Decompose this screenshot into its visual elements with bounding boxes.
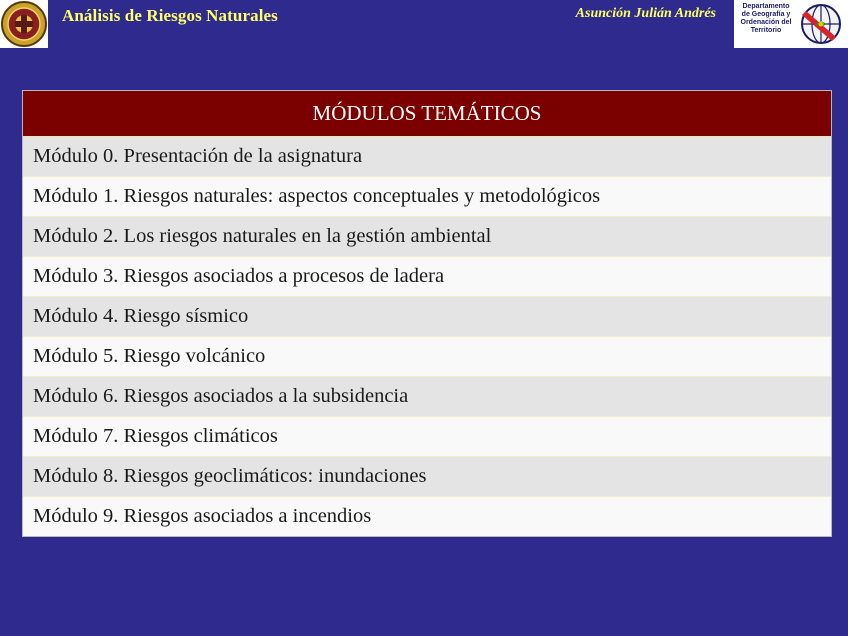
module-item: Módulo 8. Riesgos geoclimáticos: inundaciones (23, 457, 831, 497)
department-name-line: Departamento (742, 3, 790, 10)
module-item: Módulo 6. Riesgos asociados a la subsidencia (23, 377, 831, 417)
module-item: Módulo 7. Riesgos climáticos (23, 417, 831, 457)
module-item: Módulo 1. Riesgos naturales: aspectos conceptuales y metodológicos (23, 177, 831, 217)
department-name-line: Ordenación del (740, 19, 792, 26)
module-item: Módulo 5. Riesgo volcánico (23, 337, 831, 377)
module-item: Módulo 3. Riesgos asociados a procesos de ladera (23, 257, 831, 297)
author-name: Asunción Julián Andrés (575, 6, 716, 21)
module-item: Módulo 4. Riesgo sísmico (23, 297, 831, 337)
modules-table (22, 90, 832, 537)
course-title: Análisis de Riesgos Naturales (62, 6, 278, 25)
table-title: MÓDULOS TEMÁTICOS (23, 91, 831, 137)
university-seal-icon (0, 0, 48, 48)
department-name-line: Territorio (750, 27, 782, 34)
module-item: Módulo 0. Presentación de la asignatura (23, 137, 831, 177)
module-item: Módulo 2. Los riesgos naturales en la gestión ambiental (23, 217, 831, 257)
department-name (736, 3, 796, 35)
globe-compass-icon (796, 1, 846, 47)
department-logo (734, 0, 848, 48)
slide-header (0, 0, 848, 48)
department-name-line: de Geografía y (741, 11, 791, 18)
module-item: Módulo 9. Riesgos asociados a incendios (23, 497, 831, 536)
